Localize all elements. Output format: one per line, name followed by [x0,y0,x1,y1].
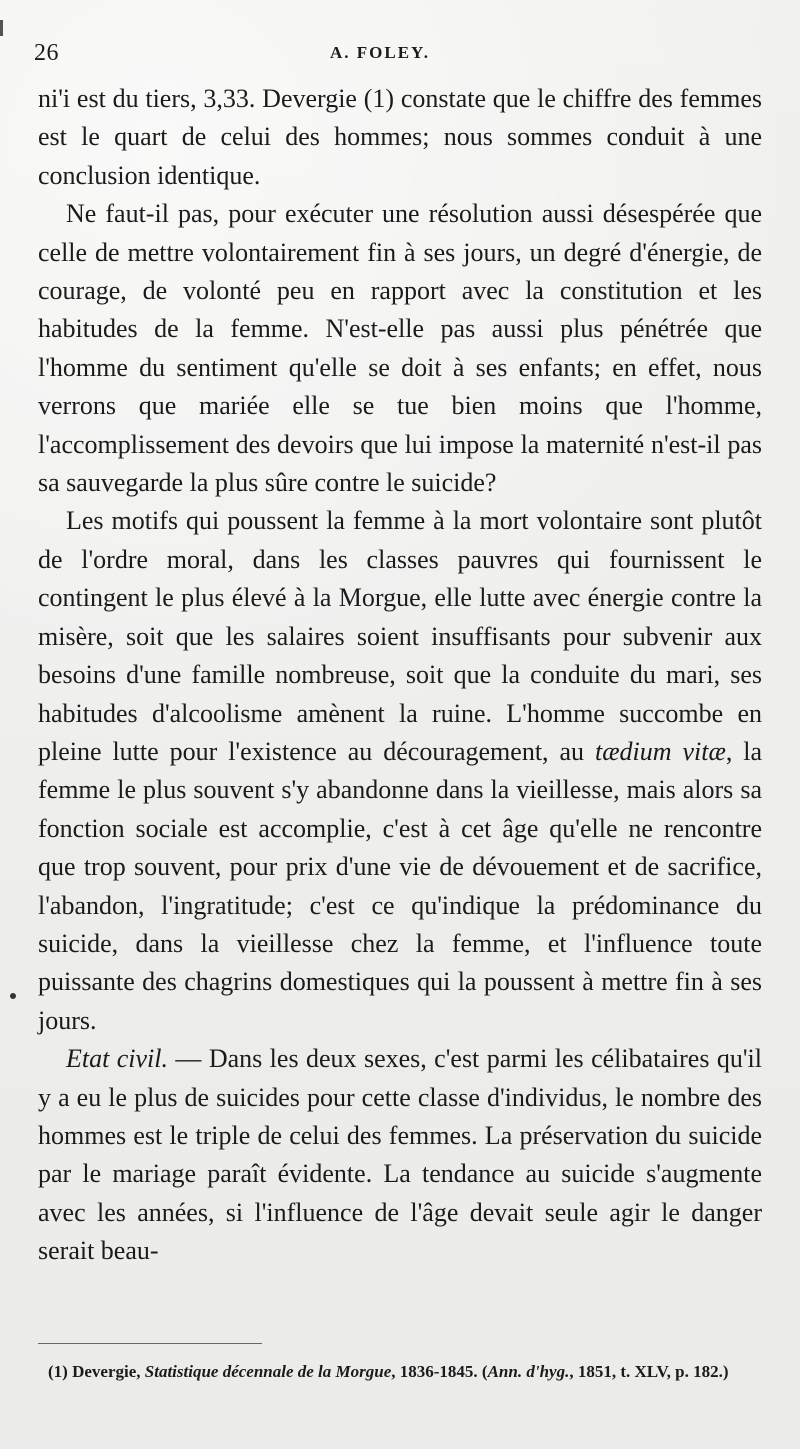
paragraph-3-part2: , la femme le plus souvent s'y abandonne dans la vieillesse, mais alors sa fonction sociale est accomplie, c'est à cet âge qu'elle ne rencontre que trop souvent, pour prix d'une vie de dévouement et de sacrifice, l'abandon, l'ingratitude; c'est ce qu'indique la prédominance du suicide, dans la vieillesse chez la femme, et l'influence toute puissante des chagrins domestiques qui la poussent à mettre fin à ses jours. [38,736,763,1035]
paragraph-4-text: — Dans les deux sexes, c'est parmi les célibataires qu'il y a eu le plus de suicides pour cette classe d'individus, le nombre des hommes est le triple de celui des femmes. La préservation du suicide par le mariage paraît évidente. La tendance au suicide s'augmente avec les années, si l'influence de l'âge devait seule agir le danger serait beau- [38,1044,762,1266]
paragraph-3-italic-phrase: tædium vitæ [594,736,726,766]
corner-mark [0,20,3,36]
paragraph-2: Ne faut-il pas, pour exécuter une résolution aussi désespérée que celle de mettre volontairement fin à ses jours, un degré d'énergie, de courage, de volonté peu en rapport avec la constitution et les habitudes de la femme. N'est-elle pas aussi plus pénétrée que l'homme du sentiment qu'elle se doit à ses enfants; en effet, nous verrons que mariée elle se tue bien moins que l'homme, l'accomplissement des devoirs que lui impose la maternité n'est-il pas sa sauvegarde la plus sûre contre le suicide? [38,199,762,498]
margin-dot [10,993,16,999]
paragraph-1: ni'i est du tiers, 3,33. Devergie (1) constate que le chiffre des femmes est le quart de celui des hommes; nous sommes conduit à une conclusion identique. [38,84,762,190]
footnote-journal: Ann. d'hyg. [487,1362,570,1381]
footnote-text [48,1358,776,1386]
body-text [38,80,762,1271]
page-number: 26 [34,40,59,66]
section-heading-etat-civil: Etat civil. [66,1044,168,1074]
footnote [48,1358,776,1386]
footnote-prefix: (1) Devergie, [48,1362,145,1381]
paragraph-3 [38,502,762,1040]
page-header [34,40,756,76]
paragraph-4 [38,1040,762,1270]
footnote-middle: , 1836-1845. ( [391,1362,488,1381]
footnote-suffix: , 1851, t. XLV, p. 182.) [569,1362,729,1381]
footnote-title: Statistique décennale de la Morgue [144,1362,392,1381]
paragraph-3-part1: Les motifs qui poussent la femme à la mort volontaire sont plutôt de l'ordre moral, dans les classes pauvres qui fournissent le contingent le plus élevé à la Morgue, elle lutte avec énergie contre la misère, soit que les salaires soient insuffisants pour subvenir aux besoins d'une famille nombreuse, soit que la conduite du mari, ses habitudes d'alcoolisme amènent la ruine. L'homme succombe en pleine lutte pour l'existence au découragement, au [38,506,762,766]
footnote-rule [38,1343,262,1344]
running-head: A. FOLEY. [330,43,431,62]
